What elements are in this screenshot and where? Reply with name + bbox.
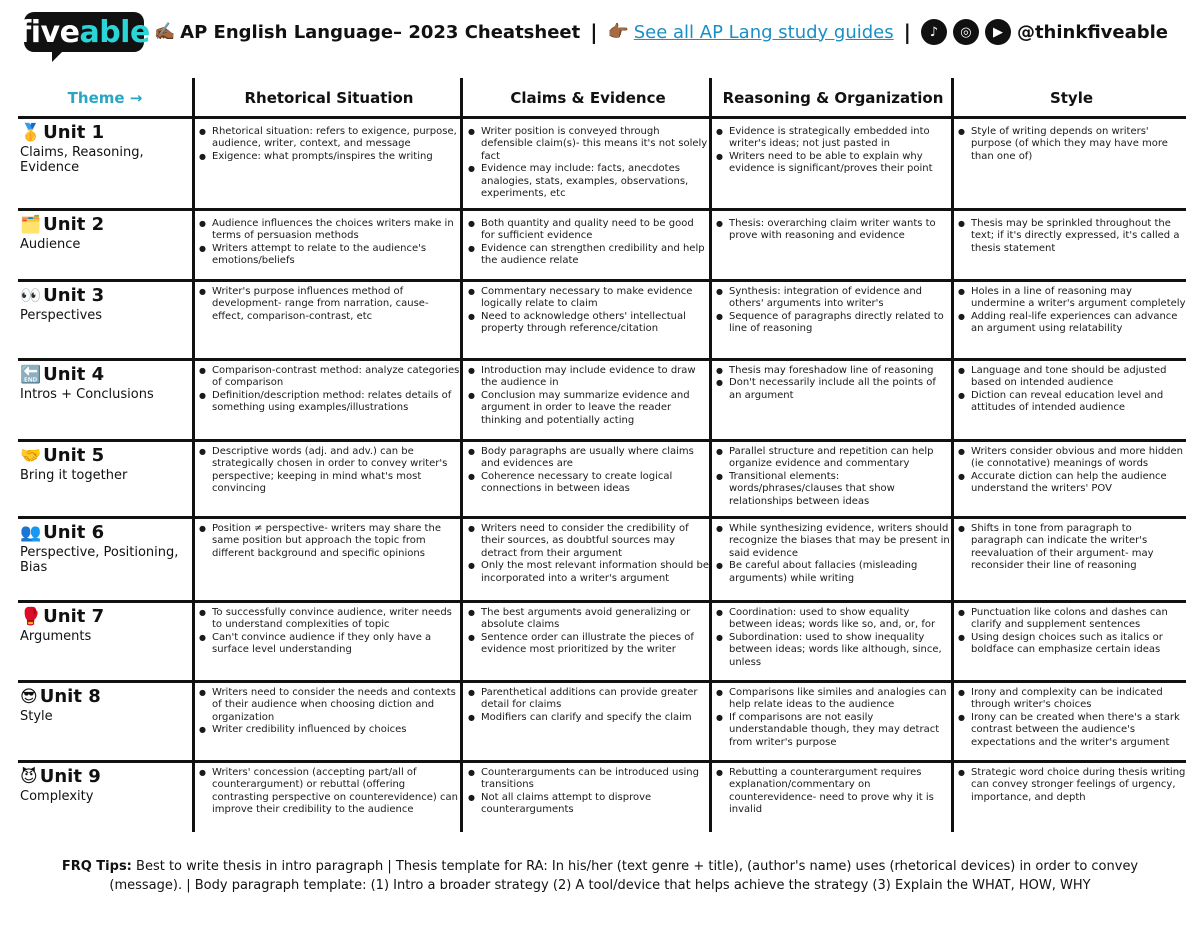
claims-cell — [467, 365, 709, 427]
list-item: ● Commentary necessary to make evidence logically relate to claim — [467, 286, 709, 311]
unit-subtitle: Perspectives — [20, 308, 103, 323]
column-header-reasoning: Reasoning & Organization — [722, 89, 944, 107]
unit-emoji-icon: 🤝 — [20, 446, 42, 466]
reasoning-cell — [715, 607, 951, 669]
unit-title — [20, 766, 192, 787]
unit-subtitle: Bring it together — [20, 468, 128, 483]
list-item: ● Parenthetical additions can provide greater detail for claims — [467, 687, 709, 712]
list-item: ● Parallel structure and repetition can help organize evidence and commentary — [715, 446, 951, 471]
claims-cell — [467, 687, 709, 724]
list-item: ● Only the most relevant information should be incorporated into a writer's argument — [467, 560, 709, 585]
unit-cell — [18, 766, 192, 804]
style-cell — [957, 365, 1186, 415]
list-item: ● Position ≠ perspective- writers may share the same position but approach the topic from different background and specific opinions — [198, 523, 460, 560]
pointing-hand-icon: 👉🏾 — [607, 22, 629, 42]
reasoning-cell — [715, 523, 951, 585]
list-item: ● Coherence necessary to create logical connections in between ideas — [467, 471, 709, 496]
list-item: ● Rebutting a counterargument requires explanation/commentary on counterevidence- need to prove why it is invalid — [715, 767, 951, 817]
rhetorical-cell — [198, 218, 460, 268]
fiveable-logo[interactable] — [18, 12, 150, 52]
unit-emoji-icon: 😎 — [20, 687, 38, 707]
list-item: ● Comparisons like similes and analogies can help relate ideas to the audience — [715, 687, 951, 712]
frq-tips-text: Best to write thesis in intro paragraph | Thesis template for RA: In his/her (text genre + title), (author's name) uses (rhetorical devices) in order to convey (message). | Body paragraph template: (1) Intro a broader strategy (2) A tool/device that helps achieve the strategy (3) Explain the WHAT, HOW, WHY — [109, 859, 1139, 893]
study-guides-link[interactable]: See all AP Lang study guides — [633, 21, 894, 43]
list-item: ● Subordination: used to show inequality between ideas; words like although, since, unless — [715, 632, 951, 669]
rhetorical-cell — [198, 767, 460, 817]
list-item: ● Coordination: used to show equality between ideas; words like so, and, or, for — [715, 607, 951, 632]
list-item: ● Sequence of paragraphs directly related to line of reasoning — [715, 311, 951, 336]
unit-label: Unit 7 — [43, 606, 105, 627]
list-item: ● Sentence order can illustrate the pieces of evidence most prioritized by the writer — [467, 632, 709, 657]
rhetorical-cell — [198, 286, 460, 323]
list-item: ● While synthesizing evidence, writers should recognize the biases that may be present in said evidence — [715, 523, 951, 560]
theme-header: Theme → — [67, 89, 143, 107]
style-cell — [957, 286, 1186, 336]
list-item: ● Irony can be created when there's a stark contrast between the audience's expectations and the writer's argument — [957, 712, 1186, 749]
unit-cell — [18, 445, 192, 483]
list-item: ● Strategic word choice during thesis writing can convey stronger feelings of urgency, importance, and depth — [957, 767, 1186, 804]
unit-subtitle: Style — [20, 709, 53, 724]
column-header-claims: Claims & Evidence — [510, 89, 666, 107]
rhetorical-cell — [198, 607, 460, 657]
claims-cell — [467, 523, 709, 585]
row-divider — [18, 760, 1186, 763]
style-cell — [957, 607, 1186, 657]
unit-emoji-icon: 🥊 — [20, 607, 42, 627]
list-item: ● Be careful about fallacies (misleading arguments) while writing — [715, 560, 951, 585]
reasoning-cell — [715, 286, 951, 336]
unit-label: Unit 5 — [43, 445, 105, 466]
rhetorical-cell — [198, 523, 460, 560]
claims-cell — [467, 126, 709, 200]
list-item: ● To successfully convince audience, writer needs to understand complexities of topic — [198, 607, 460, 632]
unit-label: Unit 6 — [43, 522, 105, 543]
unit-cell — [18, 214, 192, 252]
unit-subtitle: Claims, Reasoning, Evidence — [20, 145, 144, 175]
claims-cell — [467, 607, 709, 657]
list-item: ● Synthesis: integration of evidence and others' arguments into writer's — [715, 286, 951, 311]
list-item: ● Definition/description method: relates details of something using examples/illustrations — [198, 390, 460, 415]
row-divider — [18, 279, 1186, 282]
unit-title — [20, 122, 192, 143]
instagram-icon[interactable]: ◎ — [953, 19, 979, 45]
list-item: ● Thesis: overarching claim writer wants to prove with reasoning and evidence — [715, 218, 951, 243]
style-cell — [957, 523, 1186, 573]
unit-cell — [18, 285, 192, 323]
list-item: ● Not all claims attempt to disprove counterarguments — [467, 792, 709, 817]
reasoning-cell — [715, 767, 951, 817]
unit-cell — [18, 522, 192, 575]
unit-title — [20, 364, 192, 385]
unit-title — [20, 606, 192, 627]
social-icons — [921, 19, 1011, 45]
unit-title — [20, 686, 192, 707]
table-row — [18, 764, 1186, 832]
header — [18, 6, 1184, 58]
style-cell — [957, 126, 1186, 163]
list-item: ● Thesis may be sprinkled throughout the text; if it's directly expressed, it's called a thesis statement — [957, 218, 1186, 255]
separator: | — [903, 20, 911, 44]
list-item: ● Can't convince audience if they only have a surface level understanding — [198, 632, 460, 657]
list-item: ● Transitional elements: words/phrases/clauses that show relationships between ideas — [715, 471, 951, 508]
list-item: ● The best arguments avoid generalizing or absolute claims — [467, 607, 709, 632]
list-item: ● Both quantity and quality need to be good for sufficient evidence — [467, 218, 709, 243]
row-divider — [18, 600, 1186, 603]
list-item: ● Holes in a line of reasoning may undermine a writer's argument completely — [957, 286, 1186, 311]
table-row — [18, 212, 1186, 278]
row-divider — [18, 439, 1186, 442]
unit-label: Unit 3 — [43, 285, 105, 306]
reasoning-cell — [715, 126, 951, 176]
unit-emoji-icon: 👀 — [20, 286, 42, 306]
list-item: ● Writer position is conveyed through defensible claim(s)- this means it's not solely fact — [467, 126, 709, 163]
style-cell — [957, 446, 1186, 496]
table-row — [18, 362, 1186, 438]
page-title: AP English Language– 2023 Cheatsheet — [180, 21, 581, 43]
list-item: ● Modifiers can clarify and specify the claim — [467, 712, 709, 724]
column-header-rhetorical: Rhetorical Situation — [244, 89, 414, 107]
unit-subtitle: Arguments — [20, 629, 92, 644]
cheatsheet-table — [18, 78, 1186, 832]
list-item: ● Writers need to consider the credibility of their sources, as doubtful sources may detract from their argument — [467, 523, 709, 560]
list-item: ● Introduction may include evidence to draw the audience in — [467, 365, 709, 390]
unit-title — [20, 285, 192, 306]
list-item: ● Conclusion may summarize evidence and argument in order to leave the reader thinking and potentially acting — [467, 390, 709, 427]
claims-cell — [467, 767, 709, 817]
row-divider — [18, 358, 1186, 361]
youtube-icon[interactable]: ▶ — [985, 19, 1011, 45]
rhetorical-cell — [198, 687, 460, 737]
unit-subtitle: Complexity — [20, 789, 94, 804]
reasoning-cell — [715, 687, 951, 749]
list-item: ● Writers need to consider the needs and contexts of their audience when choosing diction and organization — [198, 687, 460, 724]
unit-cell — [18, 606, 192, 644]
writing-hand-icon: ✍🏾 — [154, 22, 176, 42]
list-item: ● Evidence can strengthen credibility and help the audience relate — [467, 243, 709, 268]
list-item: ● Need to acknowledge others' intellectual property through reference/citation — [467, 311, 709, 336]
list-item: ● Writers' concession (accepting part/all of counterargument) or rebuttal (offering contrasting perspective on counterevidence) can improve their credibility to the audience — [198, 767, 460, 817]
row-divider — [18, 516, 1186, 519]
table-row — [18, 283, 1186, 357]
table-row — [18, 120, 1186, 207]
reasoning-cell — [715, 446, 951, 508]
list-item: ● Irony and complexity can be indicated through writer's choices — [957, 687, 1186, 712]
style-cell — [957, 687, 1186, 749]
separator: | — [590, 20, 598, 44]
unit-label: Unit 8 — [39, 686, 101, 707]
list-item: ● Thesis may foreshadow line of reasoning — [715, 365, 951, 377]
unit-subtitle: Audience — [20, 237, 81, 252]
list-item: ● Audience influences the choices writers make in terms of persuasion methods — [198, 218, 460, 243]
list-item: ● If comparisons are not easily understandable though, they may detract from writer's purpose — [715, 712, 951, 749]
list-item: ● Exigence: what prompts/inspires the writing — [198, 151, 460, 163]
list-item: ● Accurate diction can help the audience understand the writers' POV — [957, 471, 1186, 496]
reasoning-cell — [715, 365, 951, 402]
unit-cell — [18, 686, 192, 724]
column-header-style: Style — [1049, 89, 1094, 107]
unit-title — [20, 522, 192, 543]
table-row — [18, 443, 1186, 515]
list-item: ● Writers need to be able to explain why evidence is significant/proves their point — [715, 151, 951, 176]
list-item: ● Adding real-life experiences can advance an argument using relatability — [957, 311, 1186, 336]
rhetorical-cell — [198, 446, 460, 496]
list-item: ● Diction can reveal education level and attitudes of intended audience — [957, 390, 1186, 415]
list-item: ● Counterarguments can be introduced using transitions — [467, 767, 709, 792]
unit-label: Unit 1 — [43, 122, 105, 143]
list-item: ● Writer credibility influenced by choices — [198, 724, 460, 736]
unit-emoji-icon: 🗂️ — [20, 215, 42, 235]
unit-title — [20, 214, 192, 235]
title-line — [154, 19, 1168, 45]
style-cell — [957, 218, 1186, 255]
frq-tips — [40, 857, 1160, 895]
unit-cell — [18, 122, 192, 175]
reasoning-cell — [715, 218, 951, 243]
list-item: ● Writer's purpose influences method of development- range from narration, cause-effect, comparison-contrast, etc — [198, 286, 460, 323]
list-item: ● Using design choices such as italics or boldface can emphasize certain ideas — [957, 632, 1186, 657]
table-row — [18, 604, 1186, 679]
unit-label: Unit 4 — [43, 364, 105, 385]
list-item: ● Rhetorical situation: refers to exigence, purpose, audience, writer, context, and message — [198, 126, 460, 151]
unit-subtitle: Intros + Conclusions — [20, 387, 154, 402]
list-item: ● Writers consider obvious and more hidden (ie connotative) meanings of words — [957, 446, 1186, 471]
row-divider — [18, 680, 1186, 683]
rhetorical-cell — [198, 365, 460, 415]
table-row — [18, 520, 1186, 600]
style-cell — [957, 767, 1186, 804]
frq-tips-label: FRQ Tips: — [61, 859, 132, 874]
list-item: ● Evidence is strategically embedded into writer's ideas; not just pasted in — [715, 126, 951, 151]
list-item: ● Evidence may include: facts, anecdotes analogies, stats, examples, observations, experiments, etc — [467, 163, 709, 200]
list-item: ● Descriptive words (adj. and adv.) can be strategically chosen in order to convey writer's perspective; keeping in mind what's most convincing — [198, 446, 460, 496]
claims-cell — [467, 446, 709, 496]
row-divider — [18, 208, 1186, 211]
unit-label: Unit 2 — [43, 214, 105, 235]
unit-emoji-icon: 👥 — [20, 523, 42, 543]
list-item: ● Language and tone should be adjusted based on intended audience — [957, 365, 1186, 390]
list-item: ● Body paragraphs are usually where claims and evidences are — [467, 446, 709, 471]
social-handle[interactable]: @thinkfiveable — [1016, 21, 1169, 43]
claims-cell — [467, 286, 709, 336]
unit-title — [20, 445, 192, 466]
list-item: ● Style of writing depends on writers' purpose (of which they may have more than one of) — [957, 126, 1186, 163]
unit-emoji-icon: 🔚 — [20, 365, 42, 385]
list-item: ● Writers attempt to relate to the audience's emotions/beliefs — [198, 243, 460, 268]
list-item: ● Don't necessarily include all the points of an argument — [715, 377, 951, 402]
unit-emoji-icon: 🥇 — [20, 123, 42, 143]
list-item: ● Shifts in tone from paragraph to paragraph can indicate the writer's reevaluation of their argument- may reconsider their line of reasoning — [957, 523, 1186, 573]
unit-label: Unit 9 — [39, 766, 101, 787]
logo-text-main: five — [18, 14, 80, 50]
header-row — [18, 78, 1186, 116]
rhetorical-cell — [198, 126, 460, 163]
unit-cell — [18, 364, 192, 402]
list-item: ● Comparison-contrast method: analyze categories of comparison — [198, 365, 460, 390]
tiktok-icon[interactable]: ♪ — [921, 19, 947, 45]
unit-subtitle: Perspective, Positioning, Bias — [20, 545, 179, 575]
claims-cell — [467, 218, 709, 268]
logo-text-accent: able — [79, 14, 150, 50]
list-item: ● Punctuation like colons and dashes can clarify and supplement sentences — [957, 607, 1186, 632]
table-row — [18, 684, 1186, 759]
unit-emoji-icon: 😈 — [20, 767, 38, 787]
